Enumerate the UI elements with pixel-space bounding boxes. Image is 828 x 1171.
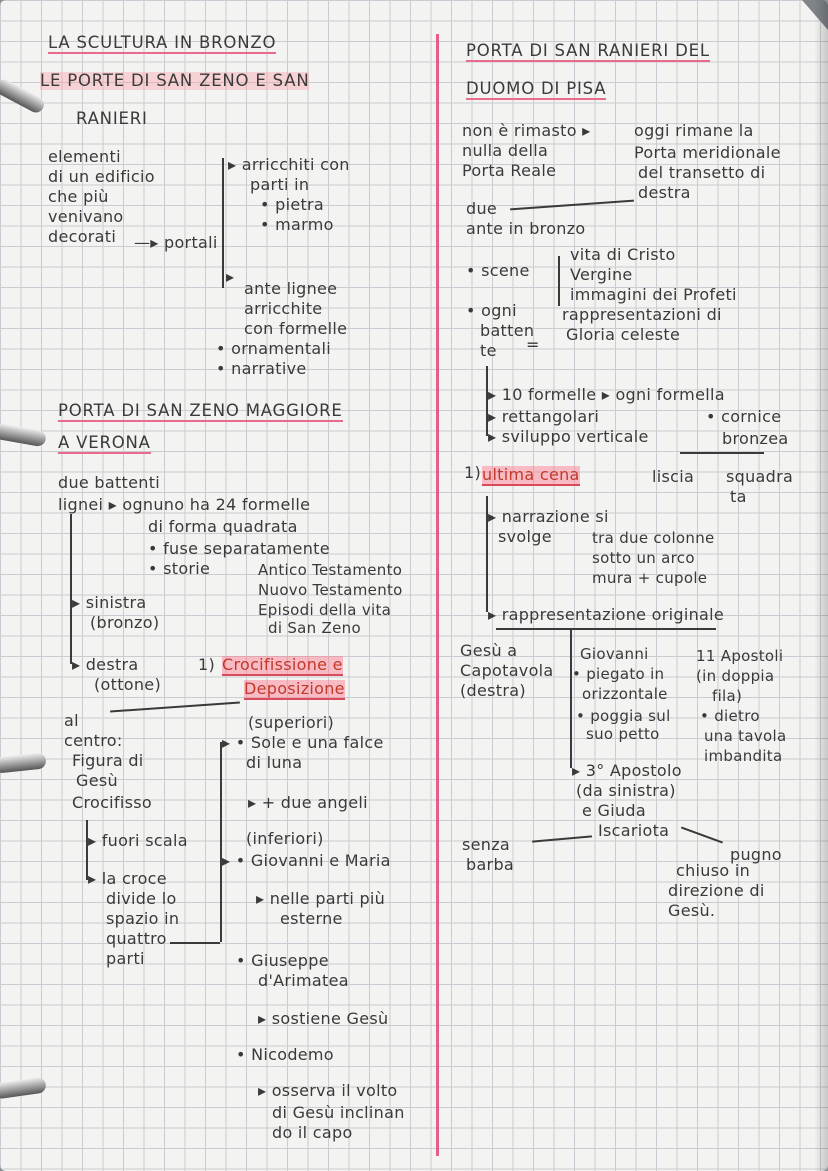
pugno-line: pugno [730,845,782,864]
apostoli-line: (in doppia [696,667,775,685]
croce-line: parti [106,949,145,968]
connector-line [110,701,240,712]
forma-quadrata: di forma quadrata [148,517,298,536]
al-centro: Gesù [76,771,118,790]
binder-ring [0,1076,47,1099]
sostiene: ▸ sostiene Gesù [258,1009,389,1028]
rimane-line: oggi rimane la [634,121,754,140]
cornice: • cornice [706,407,782,426]
tree-line [70,514,72,664]
portali-arrow: —▸ portali [134,233,218,252]
apostoli-line: una tavola [704,727,787,745]
ogni-battente: te [480,341,497,360]
rimane-line: destra [638,183,691,202]
tree-line [220,742,222,942]
due-ante: due [466,199,498,218]
subtitle-line-1: LE PORTE DI SAN ZENO E SAN [40,71,310,90]
gesu-line: (destra) [460,681,526,700]
giovanni-line: suo petto [586,725,660,743]
lignei-line: lignei ▸ ognuno ha 24 formelle [58,495,311,514]
sviluppo-verticale: ▸ sviluppo verticale [488,427,649,446]
inferiori: (inferiori) [246,829,324,848]
squadrata: squadra [726,467,794,486]
giovanni-line: • poggia sul [576,707,671,725]
apostoli-line: fila) [712,687,743,705]
giuseppe: • Giuseppe [236,951,329,970]
gesu-line: Capotavola [460,661,554,680]
scene: • scene [466,261,530,280]
formelle-line: ▸ 10 formelle ▸ ogni formella [488,385,725,404]
terzo-apostolo: (da sinistra) [576,781,676,800]
giuseppe: d'Arimatea [258,971,349,990]
fuori-scala: ▸ fuori scala [88,831,188,850]
crocifissione-heading: Deposizione [244,679,345,698]
croce-line: quattro [106,929,167,948]
giovanni-line: • piegato in [572,665,665,683]
osserva-line: do il capo [272,1123,353,1142]
arricchiti-line: ▸ arricchiti con [228,155,350,174]
elementi-line: elementi [48,147,121,166]
nuovo-testamento: Nuovo Testamento [258,581,403,599]
pugno-line: Gesù. [668,901,716,920]
croce-line: ▸ la croce [88,869,167,888]
al-centro: al [64,711,79,730]
storie-line: • storie [148,559,211,578]
ante-line: arricchite [244,299,323,318]
binder-ring [0,752,47,773]
senza-barba: senza [462,835,511,854]
rimane-line: Porta meridionale [634,143,781,162]
san-zeno-title-2: A VERONA [58,433,151,452]
ogni-battente: • ogni [466,301,517,320]
ante-line: con formelle [244,319,348,338]
luna-line: di luna [246,753,303,772]
ogni-battente: batten [480,321,535,340]
subtitle-line-2: RANIERI [76,109,148,128]
column-divider [436,34,439,1156]
episodi-line: Episodi della vita [258,601,392,619]
croce-line: spazio in [106,909,180,928]
osserva-line: ▸ osserva il volto [258,1081,398,1100]
non-rimasto: nulla della [462,141,549,160]
bracket-line [222,158,224,288]
binder-ring [0,423,47,448]
san-ranieri-title-2: DUOMO DI PISA [466,79,607,98]
sole-line: ▸ • Sole e una falce [222,733,384,752]
osserva-line: di Gesù inclinan [272,1103,405,1122]
terzo-apostolo: Iscariota [598,821,670,840]
ultima-cena-num: 1) [464,463,482,482]
squadrata: ta [730,487,747,506]
arrow-glyph: ▸ [226,267,235,286]
pugno-line: chiuso in [676,861,751,880]
connector-line [510,200,634,210]
rimane-line: del transetto di [638,163,766,182]
ante-line: ante lignee [244,279,338,298]
san-ranieri-title: PORTA DI SAN RANIERI DEL [466,41,710,60]
due-battenti: due battenti [58,473,161,492]
al-centro: Figura di [72,751,144,770]
connector-line [681,827,723,843]
antico-testamento: Antico Testamento [258,561,403,579]
rettangolari: ▸ rettangolari [488,407,600,426]
non-rimasto: non è rimasto ▸ [462,121,591,140]
gesu-line: Gesù a [460,641,518,660]
crocifissione-num: 1) [198,655,216,674]
arricchiti-line: parti in [250,175,310,194]
croce-line: divide lo [106,889,177,908]
elementi-line: che più [48,187,109,206]
giovanni-line: Giovanni [580,645,649,663]
cornice: bronzea [722,429,789,448]
senza-barba: barba [466,855,514,874]
elementi-line: decorati [48,227,117,246]
page-edge-shadow [814,0,828,1171]
rappresentazioni: Gloria celeste [566,325,681,344]
episodi-line: di San Zeno [268,619,361,637]
parti-esterne: esterne [280,909,343,928]
parti-esterne: ▸ nelle parti più [256,889,386,908]
liscia: liscia [652,467,695,486]
apostoli-line: imbandita [704,747,783,765]
pugno-line: direzione di [668,881,765,900]
giovanni-line: orizzontale [582,685,668,703]
arricchiti-line: • pietra [260,195,325,214]
tree-line [570,628,572,768]
connector-line [680,452,764,454]
tra-colonne: mura + cupole [592,569,708,587]
superiori: (superiori) [248,713,335,732]
main-title: LA SCULTURA IN BRONZO [48,33,277,52]
elementi-line: venivano [48,207,124,226]
apostoli-line: 11 Apostoli [696,647,784,665]
scene-item: Vergine [570,265,633,284]
tra-colonne: sotto un arco [592,549,695,567]
narrazione: svolge [498,527,552,546]
al-centro: Crocifisso [72,793,152,812]
connector-line [496,628,716,630]
destra-line: ▸ destra [72,655,139,674]
sinistra-line: ▸ sinistra [72,593,147,612]
non-rimasto: Porta Reale [462,161,557,180]
narrazione: ▸ narrazione si [488,507,609,526]
rappresentazione-originale: ▸ rappresentazione originale [488,605,725,624]
nicodemo: • Nicodemo [236,1045,334,1064]
due-ante: ante in bronzo [466,219,586,238]
ultima-cena-heading: ultima cena [482,465,580,484]
arricchiti-line: • marmo [260,215,334,234]
al-centro: centro: [64,731,123,750]
rappresentazioni: rappresentazioni di [562,305,722,324]
scene-item: vita di Cristo [570,245,676,264]
sinistra-line: (bronzo) [90,613,160,632]
scene-item: immagini dei Profeti [570,285,737,304]
san-zeno-title: PORTA DI SAN ZENO MAGGIORE [58,401,343,420]
ornamentali: • ornamentali [216,339,331,358]
elementi-line: di un edificio [48,167,155,186]
connector-line [532,835,592,842]
giovanni-maria: ▸ • Giovanni e Maria [222,851,391,870]
tra-colonne: tra due colonne [592,529,715,547]
fuse-line: • fuse separatamente [148,539,330,558]
apostoli-line: • dietro [700,707,760,725]
connector-line [170,942,220,944]
crocifissione-heading: Crocifissione e [222,655,343,674]
terzo-apostolo: ▸ 3° Apostolo [572,761,682,780]
terzo-apostolo: e Giuda [582,801,646,820]
equals-sign: = [526,335,540,354]
narrative: • narrative [216,359,307,378]
destra-line: (ottone) [94,675,161,694]
bracket-line [558,256,560,306]
due-angeli: ▸ + due angeli [248,793,368,812]
